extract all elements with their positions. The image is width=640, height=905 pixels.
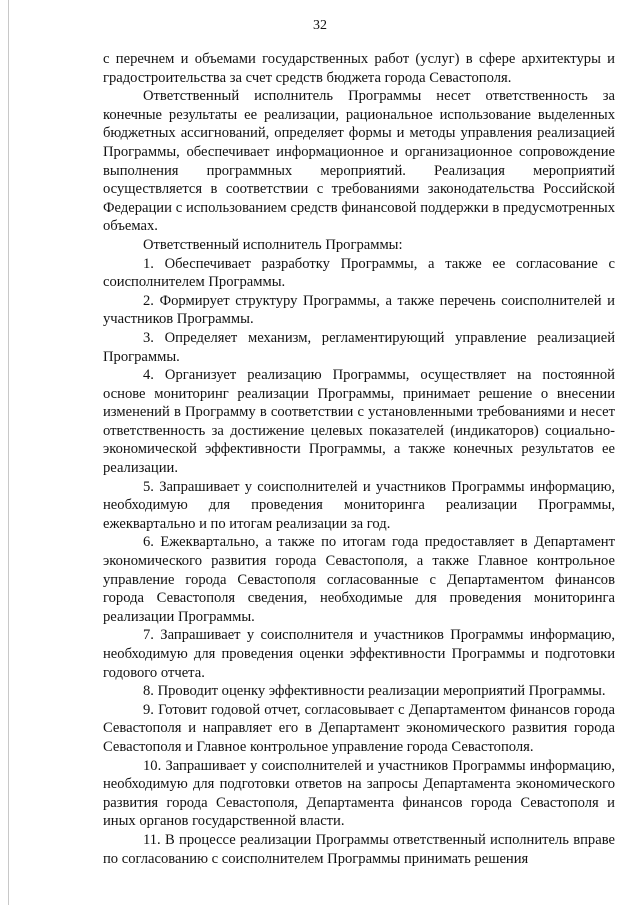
list-item-7: 7. Запрашивает у соисполнителя и участников Программы информацию, необходимую для проведения оценки эффективности Программы и подготовки годового отчета. bbox=[103, 627, 615, 681]
list-item-4: 4. Организует реализацию Программы, осуществляет на постоянной основе мониторинг реализации Программы, принимает решение о внесении изменений в Программу в соответствии с установленными требованиями и несет ответственность за достижение целевых показателей (индикаторов) социально-экономической эффективности Программы, а также конечных результатов ее реализации. bbox=[103, 367, 615, 477]
scan-edge-line bbox=[8, 0, 9, 905]
paragraph-3: Ответственный исполнитель Программы: bbox=[143, 236, 403, 253]
document-body bbox=[103, 50, 615, 868]
page-number: 32 bbox=[313, 18, 327, 33]
list-item-8: 8. Проводит оценку эффективности реализации мероприятий Программы. bbox=[143, 683, 606, 700]
list-item-1: 1. Обеспечивает разработку Программы, а также ее согласование с соисполнителем Программы. bbox=[103, 255, 615, 291]
list-item-2: 2. Формирует структуру Программы, а также перечень соисполнителей и участников Программы. bbox=[103, 292, 615, 328]
list-item-5: 5. Запрашивает у соисполнителей и участников Программы информацию, необходимую для проведения мониторинга реализации Программы, ежеквартально и по итогам реализации за год. bbox=[103, 478, 615, 532]
list-item-9: 9. Готовит годовой отчет, согласовывает с Департаментом финансов города Севастополя и направляет его в Департамент экономического развития города Севастополя и Главное контрольное управление города Севастополя. bbox=[103, 701, 615, 755]
list-item-6: 6. Ежеквартально, а также по итогам года предоставляет в Департамент экономического развития города Севастополя, а также Главное контрольное управление города Севастополя согласованные с Департаментом финансов города Севастополя сведения, необходимые для проведения мониторинга реализации Программы. bbox=[103, 534, 615, 625]
paragraph-2: Ответственный исполнитель Программы несет ответственность за конечные результаты ее реализации, рациональное использование выделенных бюджетных ассигнований, определяет формы и методы управления реализацией Программы, обеспечивает информационное и организационное сопровождение выполнения программных мероприятий. Реализация мероприятий осуществляется в соответствии с требованиями законодательства Российской Федерации с использованием средств финансовой поддержки в предусмотренных объемах. bbox=[103, 88, 615, 235]
list-item-10: 10. Запрашивает у соисполнителей и участников Программы информацию, необходимую для подготовки ответов на запросы Департамента экономического развития города Севастополя, Департамента финансов города Севастополя и иных органов государственной власти. bbox=[103, 757, 615, 830]
paragraph-1: с перечнем и объемами государственных работ (услуг) в сфере архитектуры и градостроительства за счет средств бюджета города Севастополя. bbox=[103, 51, 615, 86]
list-item-11: 11. В процессе реализации Программы ответственный исполнитель вправе по согласованию с соисполнителем Программы принимать решения bbox=[103, 831, 615, 867]
list-item-3: 3. Определяет механизм, регламентирующий управление реализацией Программы. bbox=[103, 329, 615, 365]
